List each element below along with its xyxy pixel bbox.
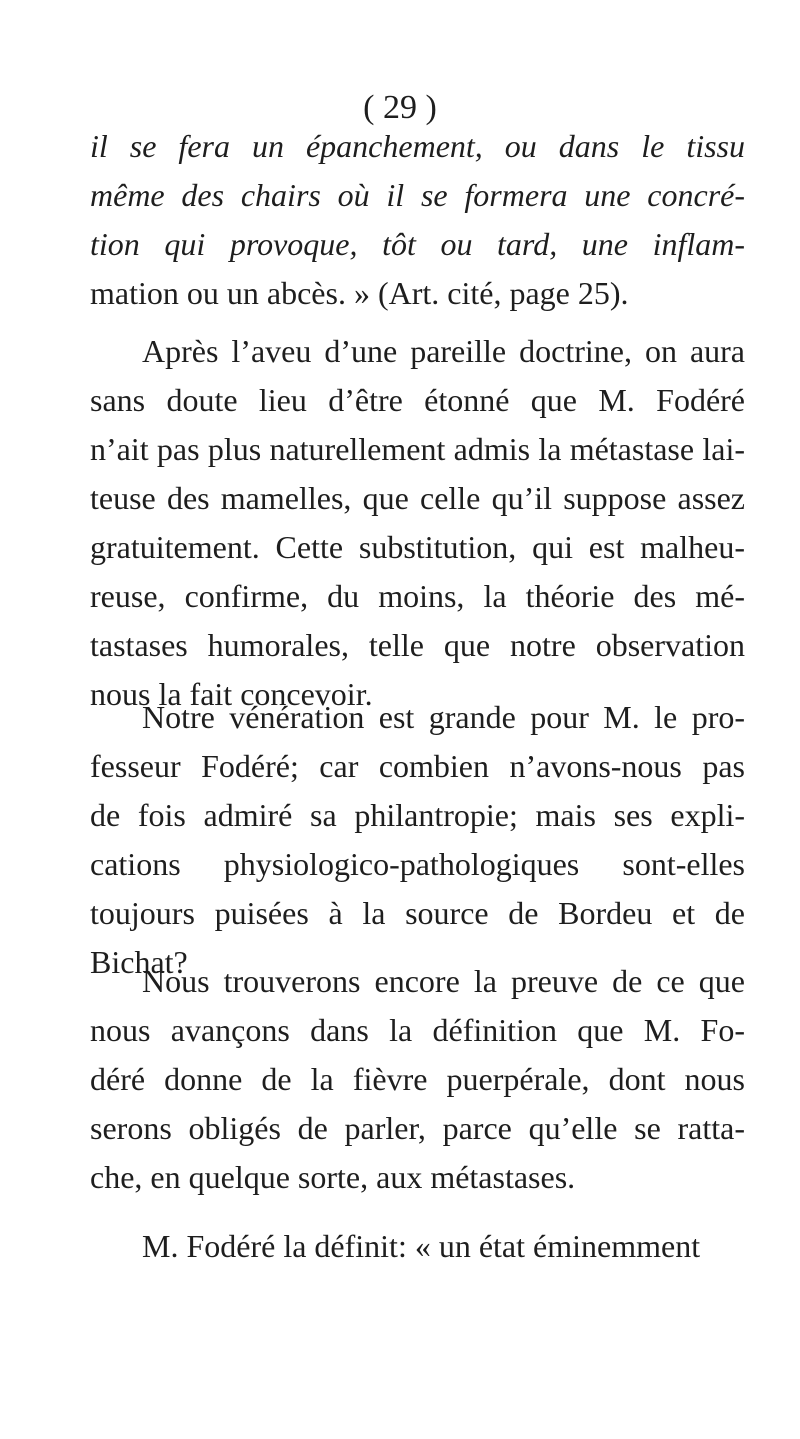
text-line: déré donne de la fièvre puerpérale, dont nous [90,1061,745,1097]
text-line: mation ou un abcès. » (Art. cité, page 25). [90,275,629,311]
text-line: cations physiologico-pathologiques sont-elles [90,846,745,882]
text-line: nous avançons dans la définition que M. Fo- [90,1012,745,1048]
text-line: che, en quelque sorte, aux métastases. [90,1159,576,1195]
text-line: Nous trouverons encore la preuve de ce que [142,963,745,999]
text-line: toujours puisées à la source de Bordeu et de [90,895,745,931]
text-line: teuse des mamelles, que celle qu’il suppose assez [90,480,745,516]
paragraph [90,1222,745,1271]
text-line: tastases humorales, telle que notre observation [90,627,745,663]
text-line: il se fera un épanchement, ou dans le tissu [90,128,745,164]
text-line: gratuitement. Cette substitution, qui est malheu- [90,529,745,565]
text-line: fesseur Fodéré; car combien n’avons-nous pas [90,748,745,784]
text-line: reuse, confirme, du moins, la théorie des mé- [90,578,745,614]
page-number: ( 29 ) [363,89,437,126]
text-line: Notre vénération est grande pour M. le pro- [142,699,745,735]
paragraph [90,693,745,987]
paragraph [90,327,745,719]
text-line: Après l’aveu d’une pareille doctrine, on aura [142,333,745,369]
text-line: n’ait pas plus naturellement admis la métastase lai- [90,431,745,467]
text-line: M. Fodéré la définit: « un état éminemment [142,1228,701,1264]
text-line: serons obligés de parler, parce qu’elle se ratta- [90,1110,745,1146]
text-line: même des chairs où il se formera une concré- [90,177,745,213]
text-line: Bichat? [90,944,188,980]
text-line: nous la fait concevoir. [90,676,373,712]
text-line: de fois admiré sa philantropie; mais ses expli- [90,797,745,833]
text-line: tion qui provoque, tôt ou tard, une inflam- [90,226,745,262]
paragraph [90,957,745,1202]
paragraph-continuation [90,122,745,318]
text-line: sans doute lieu d’être étonné que M. Fodéré [90,382,745,418]
